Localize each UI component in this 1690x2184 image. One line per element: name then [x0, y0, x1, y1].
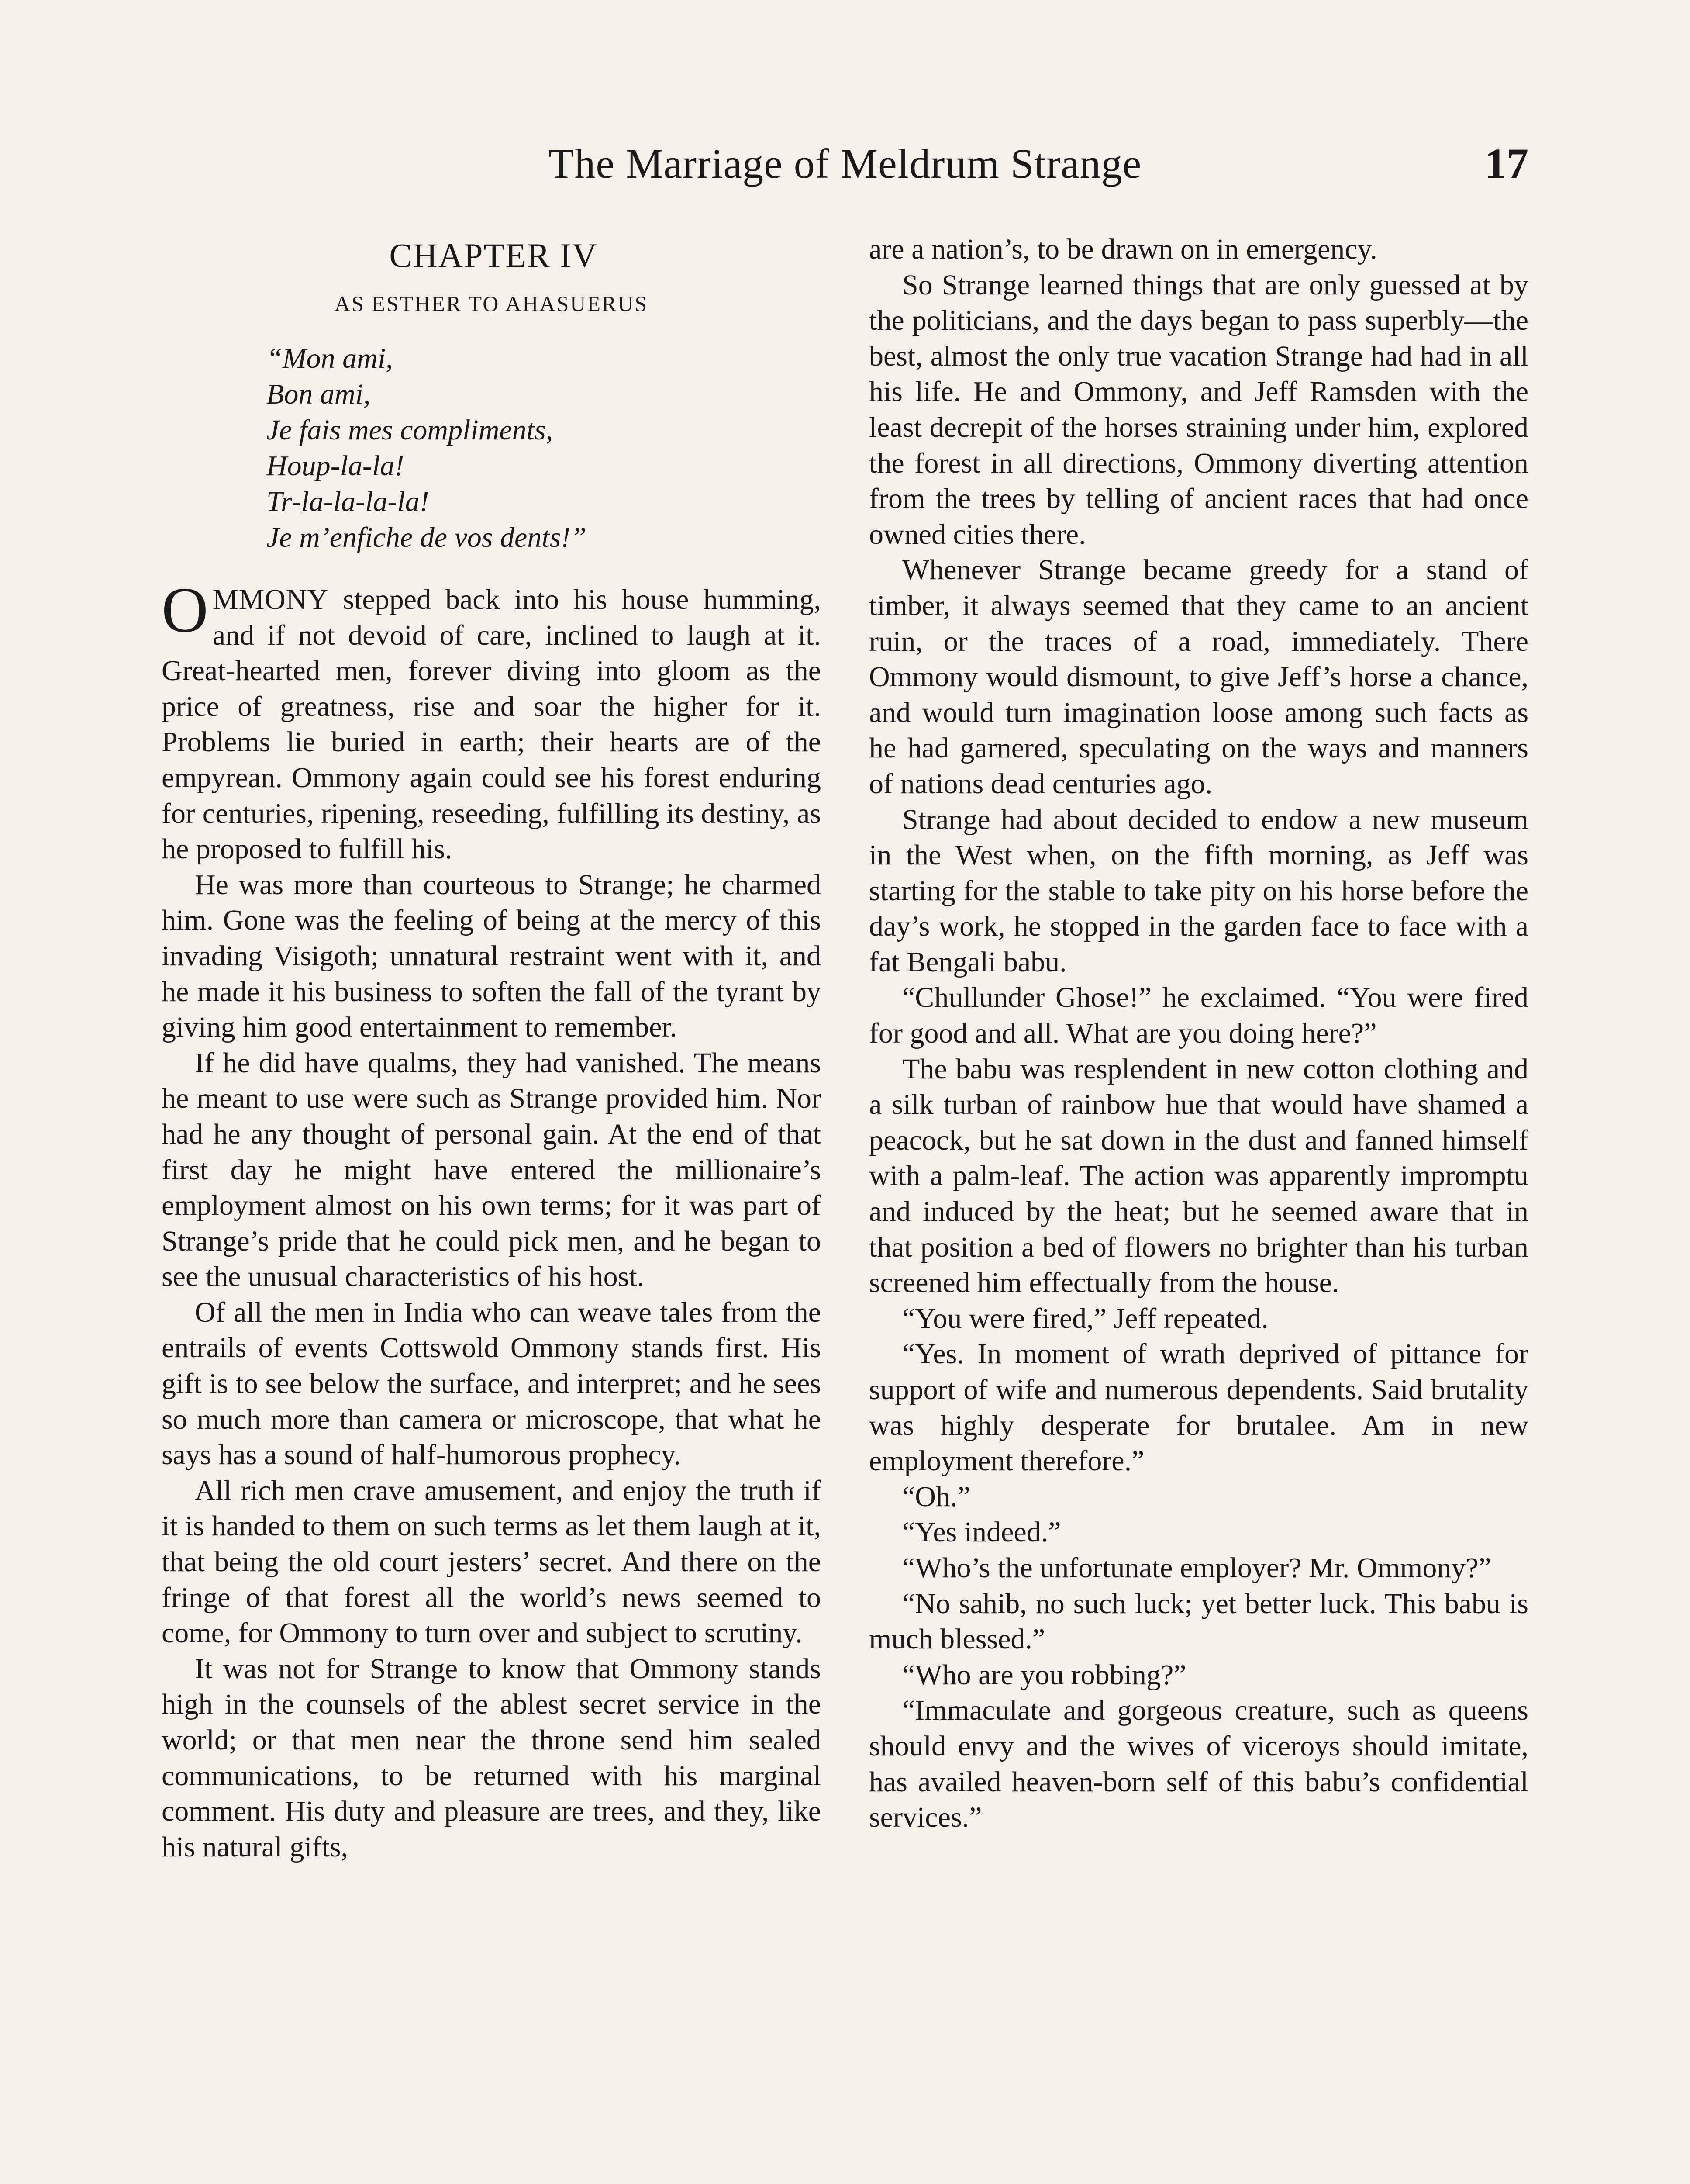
paragraph: All rich men crave amusement, and enjoy the truth if it is handed to them on such terms as let them laugh at it, that being the old court jesters’ secret. And there on the fringe of that forest all the world’s news seemed to come, for Ommony to turn over and subject to scrutiny. — [162, 1474, 821, 1649]
paragraph: “Yes indeed.” — [902, 1516, 1061, 1548]
paragraph: “Immaculate and gorgeous creature, such as queens should envy and the wives of viceroys should imitate, has availed heaven-born self of this babu’s confidential services.” — [869, 1694, 1528, 1834]
opening-paragraph — [162, 574, 821, 867]
right-column — [869, 232, 1528, 1835]
epigraph-line: “Mon ami, — [266, 342, 393, 374]
paragraph: If he did have qualms, they had vanished. The means he meant to use were such as Strange provided him. Nor had he any thought of personal gain. At the end of that first day he might have entered the millionaire’s employment almost on his own terms; for it was part of Strange’s pride that he could pick men, and he began to see the unusual characteristics of his host. — [162, 1047, 821, 1293]
paragraph: “Chullunder Ghose!” he exclaimed. “You were fired for good and all. What are you doing here?” — [869, 981, 1528, 1050]
epigraph-line: Je m’enfiche de vos dents!” — [266, 522, 587, 553]
paragraph: “Oh.” — [902, 1480, 970, 1513]
paragraph: “Who’s the unfortunate employer? Mr. Ommony?” — [902, 1552, 1491, 1584]
paragraph: “Who are you robbing?” — [902, 1659, 1186, 1691]
drop-cap: O — [162, 574, 208, 646]
paragraph: “Yes. In moment of wrath deprived of pittance for support of wife and numerous dependents. Said brutality was highly desperate for brutalee. Am in new employment therefore.” — [869, 1338, 1528, 1477]
epigraph — [266, 341, 821, 556]
paragraph: So Strange learned things that are only guessed at by the politicians, and the days began to pass superbly—the best, almost the only true vacation Strange had had in all his life. He and Ommony, and Jeff Ramsden with the least decrepit of the horses straining under him, explored the forest in all directions, Ommony diverting attention from the trees by telling of ancient races that had once owned cities there. — [869, 269, 1528, 550]
running-title: The Marriage of Meldrum Strange — [548, 140, 1142, 187]
epigraph-line: Houp-la-la! — [266, 450, 404, 482]
paragraph: The babu was resplendent in new cotton clothing and a silk turban of rainbow hue that would have shamed a peacock, but he sat down in the dust and fanned himself with a palm-leaf. The action was apparently impromptu and induced by the heat; but he seemed aware that in that position a bed of flowers no brighter than his turban screened him effectually from the house. — [869, 1053, 1528, 1299]
paragraph: Whenever Strange became greedy for a stand of timber, it always seemed that they came to an ancient ruin, or the traces of a road, immediately. There Ommony would dismount, to give Jeff’s horse a chance, and would turn imagination loose among such facts as he had garnered, speculating on the ways and manners of nations dead centuries ago. — [869, 554, 1528, 800]
opening-text: stepped back into his house humming, and if not devoid of care, inclined to laugh at it. Great-hearted men, forever diving into gloom as the price of greatness, rise and soar the higher for it. Problems lie buried in earth; their hearts are of the empyrean. Ommony again could see his forest enduring for centuries, ripening, reseeding, fulfilling its destiny, as he proposed to fulfill his. — [162, 584, 821, 865]
continued-paragraph: are a nation’s, to be drawn on in emergency. — [869, 233, 1377, 265]
chapter-number: CHAPTER IV — [389, 236, 598, 274]
left-column — [162, 232, 821, 1865]
paragraph: Of all the men in India who can weave tales from the entrails of events Cottswold Ommony stands first. His gift is to see below the surface, and interpret; and he sees so much more than camera or microscope, that what he says has a sound of half-humorous prophecy. — [162, 1296, 821, 1471]
paragraph: It was not for Strange to know that Ommony stands high in the counsels of the ablest secret service in the world; or that men near the throne send him sealed communications, to be returned with his marginal comment. His duty and pleasure are trees, and they, like his natural gifts, — [162, 1652, 821, 1863]
page-number: 17 — [1485, 139, 1528, 188]
paragraph: Strange had about decided to endow a new museum in the West when, on the fifth morning, as Jeff was starting for the stable to take pity on his horse before the day’s work, he stopped in the garden face to face with a fat Bengali babu. — [869, 803, 1528, 978]
running-head — [162, 131, 1528, 205]
paragraph: “You were fired,” Jeff repeated. — [902, 1302, 1269, 1334]
epigraph-line: Tr-la-la-la-la! — [266, 486, 429, 518]
paragraph: He was more than courteous to Strange; he charmed him. Gone was the feeling of being at the mercy of this invading Visigoth; unnatural restraint went with it, and he made it his business to soften the fall of the tyrant by giving him good entertainment to remember. — [162, 868, 821, 1044]
epigraph-line: Bon ami, — [266, 378, 371, 410]
chapter-title: AS ESTHER TO AHASUERUS — [334, 291, 648, 316]
paragraph: “No sahib, no such luck; yet better luck. This babu is much blessed.” — [869, 1587, 1528, 1655]
epigraph-line: Je fais mes compliments, — [266, 414, 553, 446]
opening-word: MMONY — [212, 584, 329, 615]
